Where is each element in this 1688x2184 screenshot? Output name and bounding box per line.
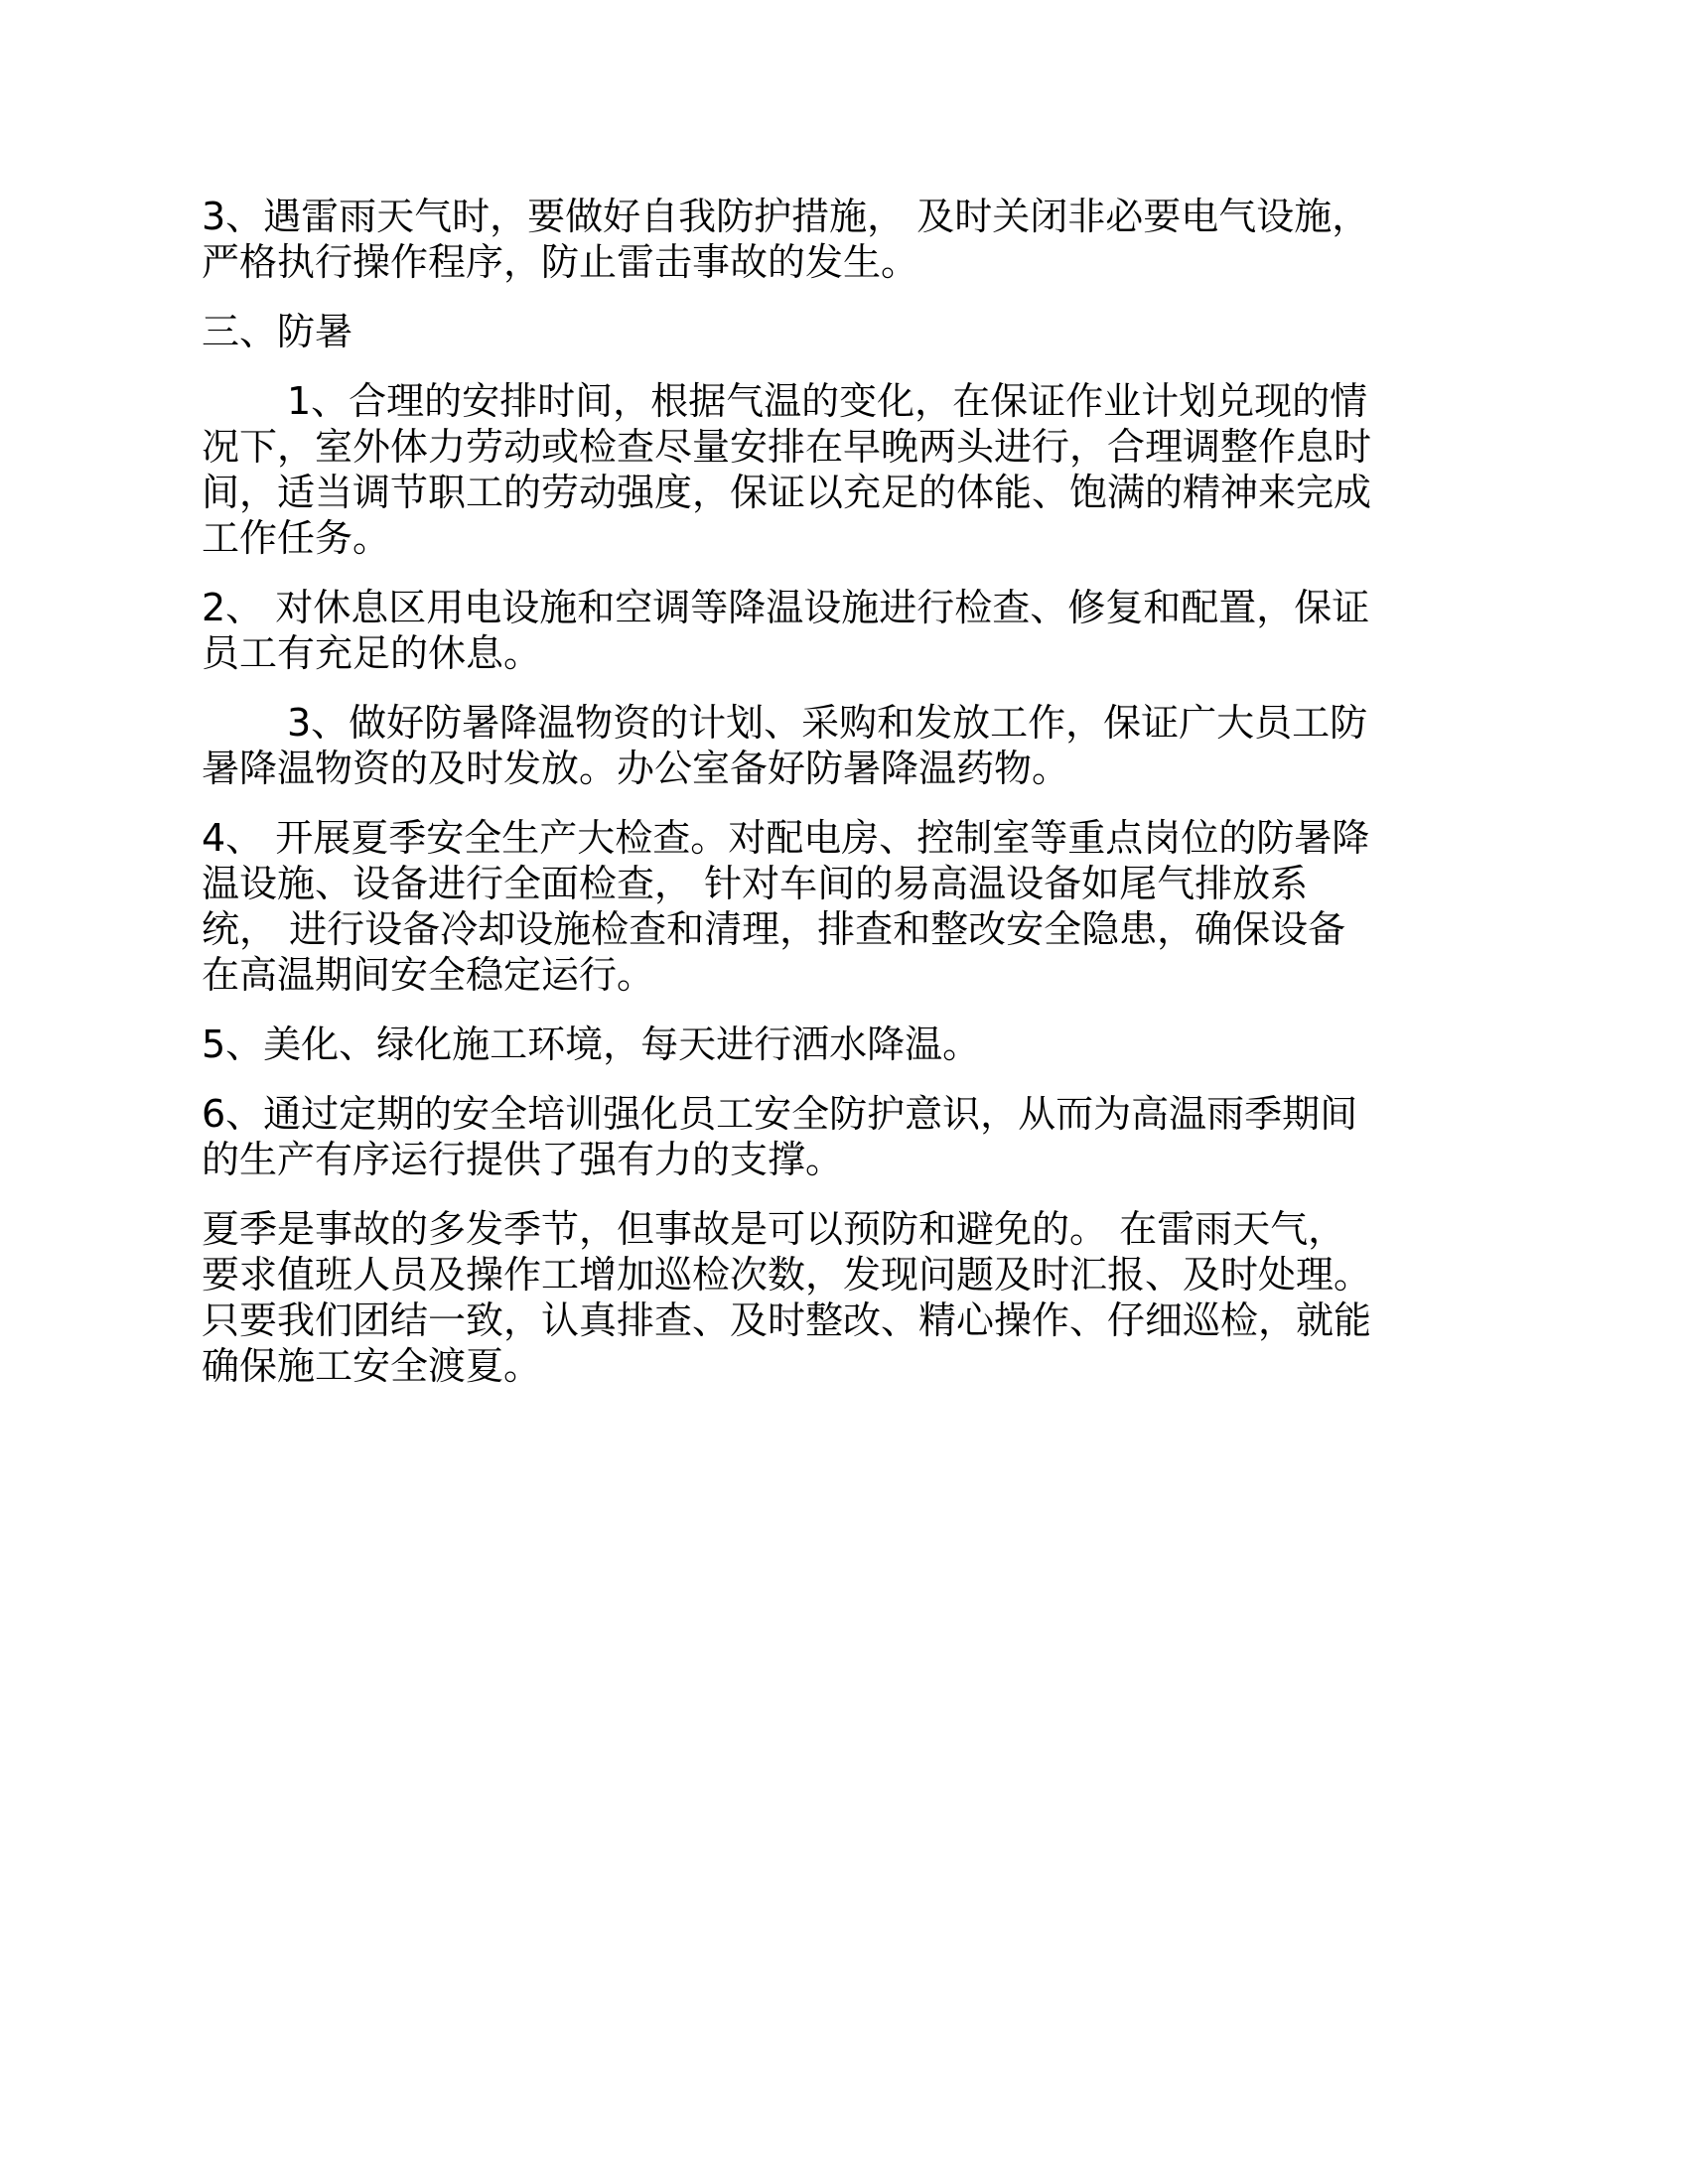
paragraph-environment-greening: 5、美化、绿化施工环境，每天进行洒水降温。 bbox=[202, 1023, 981, 1066]
paragraph-rest-area-facilities: 2、 对休息区用电设施和空调等降温设施进行检查、修复和配置，保证 员工有充足的休息。 bbox=[202, 586, 1370, 675]
paragraph-summer-safety-inspection: 4、 开展夏季安全生产大检查。对配电房、控制室等重点岗位的防暑降 温设施、设备进行全面检查， 针对车间的易高温设备如尾气排放系 统， 进行设备冷却设施检查和清理，排查和整改安全隐患，确保设备 在高温期间安全稳定运行。 bbox=[202, 816, 1370, 997]
paragraph-thunderstorm-protection: 3、遇雷雨天气时，要做好自我防护措施， 及时关闭非必要电气设施， 严格执行操作程序，防止雷击事故的发生。 bbox=[202, 195, 1370, 284]
document-body bbox=[202, 194, 1497, 1413]
paragraph-cooling-supplies: 3、做好防暑降温物资的计划、采购和发放工作，保证广大员工防 暑降温物资的及时发放。办公室备好防暑降温药物。 bbox=[202, 701, 1368, 790]
paragraph-conclusion: 夏季是事故的多发季节，但事故是可以预防和避免的。 在雷雨天气， 要求值班人员及操作工增加巡检次数，发现问题及时汇报、及时处理。 只要我们团结一致，认真排查、及时整改、精心操作、仔细巡检，就能 确保施工安全渡夏。 bbox=[202, 1207, 1372, 1388]
paragraph-safety-training: 6、通过定期的安全培训强化员工安全防护意识，从而为高温雨季期间 的生产有序运行提供了强有力的支撑。 bbox=[202, 1092, 1358, 1181]
section-heading-heat-prevention: 三、防暑 bbox=[202, 310, 353, 353]
paragraph-work-schedule: 1、合理的安排时间，根据气温的变化，在保证作业计划兑现的情 况下，室外体力劳动或检查尽量安排在早晚两头进行，合理调整作息时 间，适当调节职工的劳动强度，保证以充足的体能、饱满的精神来完成 工作任务。 bbox=[202, 379, 1372, 560]
